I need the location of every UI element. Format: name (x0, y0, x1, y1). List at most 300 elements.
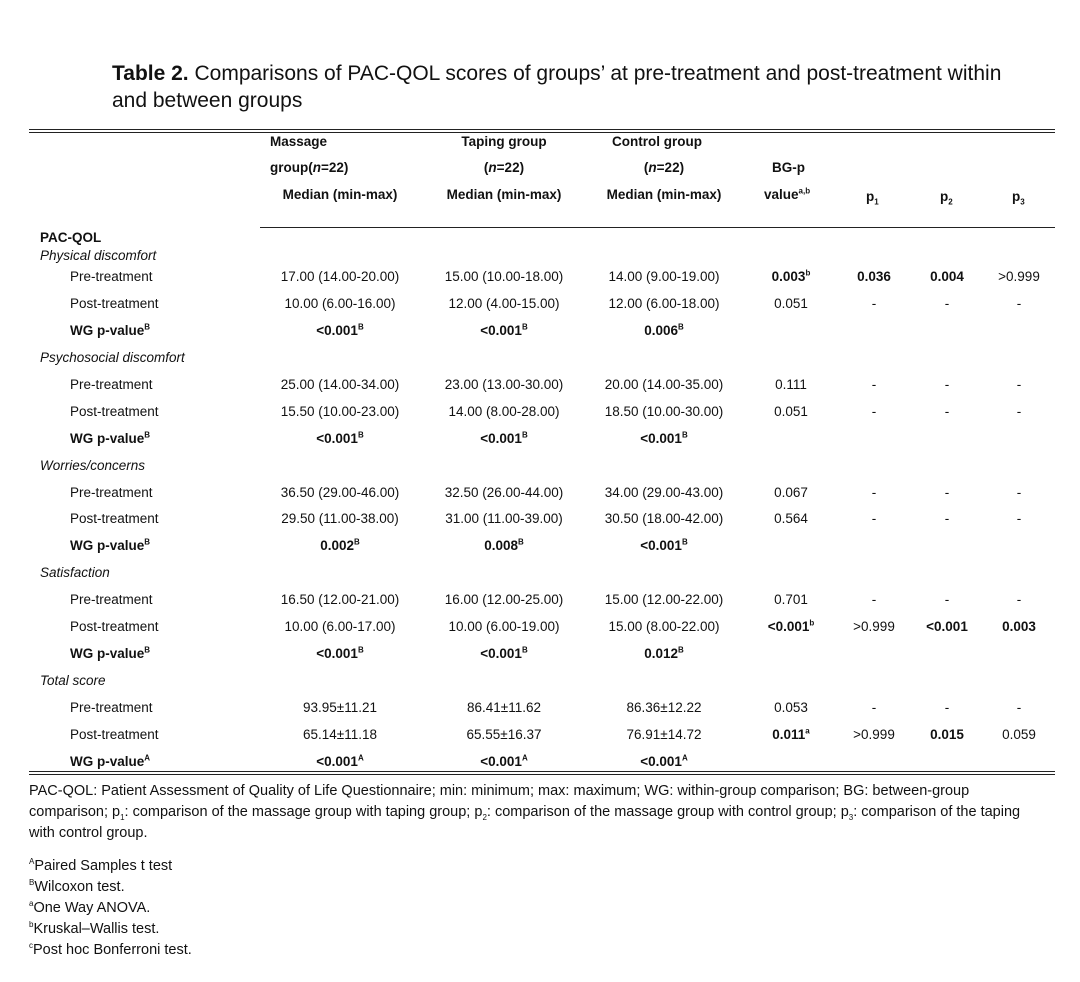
pvalue-text-bg: 0.111 (775, 377, 807, 392)
row-label-text: Post-treatment (70, 619, 159, 634)
value-text-t: 31.00 (11.00-39.00) (445, 511, 563, 526)
pvalue-text-p3: - (1016, 485, 1022, 500)
value-text-m: <0.001 (316, 323, 358, 338)
row-label-text: Pre-treatment (70, 377, 153, 392)
pvalue-text-p3: - (1016, 296, 1022, 311)
value-cell-c (574, 619, 754, 635)
pvalue-cell-p1 (834, 619, 914, 635)
footnote (29, 919, 159, 940)
bg-header: BG-p (772, 160, 805, 175)
pvalue-text-p1: - (871, 592, 877, 607)
pvalue-cell-bg (751, 296, 831, 312)
value-cell-m (250, 727, 430, 743)
pvalue-cell-p2 (907, 296, 987, 312)
value-text-m: 15.50 (10.00-23.00) (280, 404, 400, 419)
row-label-sup: B (144, 537, 151, 547)
pvalue-text-p1: 0.036 (857, 269, 891, 284)
control-header: Control group (612, 134, 702, 149)
footnote-text: Kruskal–Wallis test. (33, 921, 160, 937)
pvalue-text-p3: - (1016, 592, 1022, 607)
value-text-c: 18.50 (10.00-30.00) (604, 404, 724, 419)
p2-header-text: p (940, 189, 949, 204)
massage-header-n (270, 160, 348, 176)
pvalue-text-bg: 0.051 (774, 296, 808, 311)
value-cell-m (250, 431, 430, 447)
pvalue-cell-bg (751, 619, 831, 635)
value-text-t: 86.41±11.62 (467, 700, 541, 715)
row-title (40, 230, 101, 246)
footnote-text: Wilcoxon test. (34, 879, 125, 895)
value-cell-t (414, 646, 594, 662)
row-label-sup: A (144, 753, 151, 763)
header-rule (260, 227, 1055, 228)
notes-p1: p (112, 804, 121, 820)
notes-part-c: : comparison of the massage group with control group; (486, 804, 841, 820)
pvalue-text-p1: - (871, 404, 877, 419)
p2-header (940, 189, 953, 205)
pvalue-cell-bg (751, 700, 831, 716)
value-text-t: 12.00 (4.00-15.00) (448, 296, 560, 311)
notes-p2: p (474, 804, 483, 820)
pvalue-sup-bg: b (809, 618, 815, 628)
pvalue-cell-p2 (907, 404, 987, 420)
value-text-c: 12.00 (6.00-18.00) (608, 296, 720, 311)
value-sup-c: B (681, 430, 688, 440)
value-text-t: <0.001 (480, 646, 522, 661)
row-label (70, 269, 153, 285)
taping-header-line2a: ( (483, 160, 489, 175)
footnote-text: One Way ANOVA. (33, 900, 151, 916)
taping-header-n-letter: n (488, 160, 497, 175)
section-label-text: Total score (40, 673, 106, 688)
value-cell-t (414, 538, 594, 554)
value-text-c: 30.50 (18.00-42.00) (604, 511, 724, 526)
value-cell-c (574, 431, 754, 447)
row-label (70, 485, 153, 501)
pvalue-text-p2: - (944, 377, 950, 392)
pvalue-cell-p3 (979, 377, 1059, 393)
pvalue-text-p3: >0.999 (998, 269, 1040, 284)
row-label (70, 431, 150, 447)
massage-header-line2a: group( (270, 160, 313, 175)
value-text-t: 32.50 (26.00-44.00) (444, 485, 564, 500)
value-cell-c (574, 377, 754, 393)
value-text-c: <0.001 (640, 754, 682, 769)
row-title-text: PAC-QOL (40, 230, 102, 245)
pvalue-text-bg: 0.564 (774, 511, 808, 526)
row-label (70, 646, 150, 662)
pvalue-cell-p1 (834, 485, 914, 501)
taping-header: Taping group (461, 134, 547, 149)
pvalue-sup-bg: b (805, 268, 811, 278)
pvalue-text-bg: <0.001 (767, 619, 810, 634)
row-label-text: WG p-value (70, 646, 145, 661)
notes-p2-sub: 2 (482, 812, 487, 822)
bottom-rule (29, 771, 1055, 772)
value-sup-m: B (357, 645, 364, 655)
value-cell-m (250, 404, 430, 420)
row-label-text: WG p-value (70, 323, 145, 338)
value-cell-m (250, 269, 430, 285)
pvalue-cell-p3 (979, 404, 1059, 420)
notes-p3-sub: 3 (848, 812, 854, 822)
row-label (70, 619, 159, 635)
value-cell-t (414, 269, 594, 285)
value-text-c: 20.00 (14.00-35.00) (604, 377, 724, 392)
footnote (29, 877, 125, 898)
p1-header-text: p (866, 189, 875, 204)
pvalue-cell-p3 (979, 727, 1059, 743)
pvalue-text-p2: - (944, 404, 950, 419)
footnote-sup: a (29, 899, 34, 909)
taping-header-line2b: =22) (496, 160, 525, 175)
massage-header-line1: Massage (270, 134, 328, 149)
pvalue-text-bg: 0.053 (774, 700, 808, 715)
pvalue-cell-p2 (907, 727, 987, 743)
value-text-m: 16.50 (12.00-21.00) (280, 592, 400, 607)
pvalue-text-p2: 0.015 (930, 727, 964, 742)
pvalue-cell-p2 (907, 619, 987, 635)
value-text-c: 86.36±12.22 (626, 700, 702, 715)
value-cell-c (574, 404, 754, 420)
value-text-t: 15.00 (10.00-18.00) (444, 269, 564, 284)
value-cell-m (250, 700, 430, 716)
value-text-m: 0.002 (320, 538, 354, 553)
pvalue-cell-p3 (979, 269, 1059, 285)
value-sup-t: A (521, 753, 528, 763)
pvalue-text-p3: - (1016, 511, 1022, 526)
value-cell-c (574, 538, 754, 554)
value-text-m: 10.00 (6.00-17.00) (284, 619, 396, 634)
value-text-t: 0.008 (484, 538, 518, 553)
value-text-m: 36.50 (29.00-46.00) (280, 485, 400, 500)
value-text-c: 76.91±14.72 (626, 727, 702, 742)
pvalue-text-bg: 0.067 (774, 485, 808, 500)
value-cell-t (414, 592, 594, 608)
p1-header (866, 189, 879, 205)
value-sup-c: B (678, 645, 684, 655)
bottom-rule (29, 774, 1055, 775)
value-cell-c (574, 296, 754, 312)
section-label-text: Psychosocial discomfort (40, 350, 185, 365)
value-cell-t (414, 619, 594, 635)
pvalue-cell-p1 (834, 269, 914, 285)
section-label (40, 350, 185, 366)
value-text-t: <0.001 (480, 323, 522, 338)
value-sup-t: B (521, 322, 528, 332)
table-notes (29, 781, 1029, 844)
value-cell-t (414, 485, 594, 501)
value-text-m: <0.001 (316, 754, 358, 769)
value-cell-t (414, 511, 594, 527)
value-text-m: <0.001 (316, 431, 358, 446)
value-cell-t (414, 431, 594, 447)
value-cell-t (414, 727, 594, 743)
value-cell-c (574, 323, 754, 339)
taping-header-median: Median (min-max) (446, 187, 562, 202)
pvalue-text-p3: 0.059 (1002, 727, 1036, 742)
pvalue-cell-p3 (979, 511, 1059, 527)
row-label (70, 404, 159, 420)
value-text-m: 65.14±11.18 (303, 727, 377, 742)
row-label-text: WG p-value (70, 431, 145, 446)
row-label-text: Pre-treatment (70, 592, 153, 607)
row-label (70, 511, 159, 527)
value-cell-m (250, 485, 430, 501)
section-label (40, 458, 145, 474)
pvalue-cell-p2 (907, 511, 987, 527)
pvalue-text-bg: 0.003 (771, 269, 806, 284)
pvalue-cell-p3 (979, 700, 1059, 716)
pvalue-cell-bg (751, 269, 831, 285)
footnote-sup: A (29, 857, 35, 867)
footnote (29, 940, 192, 961)
massage-header-line2b: =22) (321, 160, 349, 175)
pvalue-cell-p1 (834, 377, 914, 393)
top-rule (29, 129, 1055, 130)
value-sup-t: B (521, 645, 528, 655)
value-text-t: 65.55±16.37 (466, 727, 542, 742)
row-label (70, 592, 153, 608)
notes-part-b: : comparison of the massage group with taping group; (124, 804, 475, 820)
pvalue-cell-p2 (907, 377, 987, 393)
notes-p3: p (840, 804, 849, 820)
value-text-t: 23.00 (13.00-30.00) (444, 377, 564, 392)
top-rule (29, 132, 1055, 133)
value-cell-m (250, 619, 430, 635)
p3-header-text: p (1012, 189, 1021, 204)
control-header-median: Median (min-max) (606, 187, 722, 202)
pvalue-cell-p2 (907, 592, 987, 608)
footnote-text: Paired Samples t test (34, 858, 173, 874)
pvalue-text-p2: - (944, 592, 950, 607)
value-text-c: <0.001 (640, 431, 682, 446)
notes-part-d: : comparison of the taping with control group. (29, 804, 1021, 841)
pvalue-cell-p3 (979, 296, 1059, 312)
value-sup-c: A (681, 753, 688, 763)
pvalue-cell-p1 (834, 511, 914, 527)
value-cell-c (574, 727, 754, 743)
pvalue-text-p2: - (944, 511, 950, 526)
section-label-text: Satisfaction (40, 565, 110, 580)
pvalue-cell-p1 (834, 404, 914, 420)
pvalue-text-p1: - (871, 296, 877, 311)
value-sup-m: B (354, 537, 360, 547)
row-label-text: WG p-value (70, 754, 145, 769)
value-cell-t (414, 296, 594, 312)
value-text-t: 10.00 (6.00-19.00) (448, 619, 560, 634)
value-cell-m (250, 646, 430, 662)
bg-header-value (764, 187, 810, 203)
value-cell-t (414, 377, 594, 393)
massage-header-median: Median (min-max) (282, 187, 398, 202)
value-text-c: 15.00 (12.00-22.00) (604, 592, 724, 607)
bg-header-sup: a,b (798, 186, 811, 196)
p1-header-sub: 1 (874, 197, 879, 207)
pvalue-cell-p3 (979, 619, 1059, 635)
value-sup-m: A (357, 753, 364, 763)
pvalue-cell-bg (751, 404, 831, 420)
row-label (70, 700, 153, 716)
row-label (70, 754, 150, 770)
control-header-line2b: =22) (656, 160, 685, 175)
pvalue-text-p3: - (1016, 377, 1022, 392)
row-label-text: Pre-treatment (70, 485, 153, 500)
pvalue-cell-bg (751, 377, 831, 393)
value-cell-m (250, 296, 430, 312)
pvalue-cell-p1 (834, 592, 914, 608)
pvalue-text-bg: 0.051 (774, 404, 808, 419)
pvalue-cell-p2 (907, 700, 987, 716)
row-label-sup: B (144, 322, 151, 332)
pvalue-text-p2: - (944, 700, 950, 715)
value-cell-m (250, 592, 430, 608)
value-cell-t (414, 754, 594, 770)
value-text-t: 16.00 (12.00-25.00) (444, 592, 564, 607)
pvalue-text-p1: - (871, 700, 877, 715)
footnote-sup: c (29, 941, 33, 951)
value-text-m: <0.001 (316, 646, 358, 661)
value-cell-t (414, 323, 594, 339)
value-sup-c: B (681, 537, 688, 547)
row-label-text: Post-treatment (70, 727, 159, 742)
value-text-c: 0.012 (644, 646, 678, 661)
value-cell-c (574, 269, 754, 285)
pvalue-text-p1: - (871, 485, 877, 500)
footnote-sup: B (29, 878, 35, 888)
pvalue-cell-p2 (907, 485, 987, 501)
bg-header-value-text: value (764, 187, 799, 202)
value-text-c: 15.00 (8.00-22.00) (608, 619, 720, 634)
value-cell-c (574, 646, 754, 662)
row-label-sup: B (144, 430, 151, 440)
pvalue-text-p3: - (1016, 700, 1022, 715)
table-caption (112, 60, 1012, 114)
value-cell-c (574, 511, 754, 527)
footnote-text: Post hoc Bonferroni test. (33, 942, 192, 958)
taping-header-n (422, 160, 586, 176)
pvalue-cell-p3 (979, 485, 1059, 501)
value-cell-c (574, 592, 754, 608)
pvalue-text-p2: - (944, 485, 950, 500)
pvalue-cell-p1 (834, 727, 914, 743)
section-label-text: Worries/concerns (40, 458, 146, 473)
control-header-n (582, 160, 746, 176)
p2-header-sub: 2 (948, 197, 953, 207)
value-sup-c: B (678, 322, 684, 332)
value-text-c: 34.00 (29.00-43.00) (604, 485, 724, 500)
massage-header-n-letter: n (312, 160, 321, 175)
footnote-sup: b (29, 920, 34, 930)
pvalue-sup-bg: a (805, 726, 810, 736)
value-sup-t: B (521, 430, 528, 440)
row-label (70, 323, 150, 339)
pvalue-cell-bg (751, 727, 831, 743)
value-text-m: 29.50 (11.00-38.00) (281, 511, 399, 526)
pvalue-cell-bg (751, 592, 831, 608)
value-text-c: 0.006 (644, 323, 678, 338)
pvalue-cell-p1 (834, 700, 914, 716)
section-label (40, 565, 110, 581)
row-label (70, 538, 150, 554)
pvalue-text-p3: 0.003 (1002, 619, 1036, 634)
value-text-c: 14.00 (9.00-19.00) (608, 269, 720, 284)
value-sup-m: B (357, 322, 364, 332)
pvalue-cell-p3 (979, 592, 1059, 608)
pvalue-text-p2: - (944, 296, 950, 311)
value-cell-m (250, 323, 430, 339)
value-sup-t: B (518, 537, 524, 547)
row-label-text: Pre-treatment (70, 700, 153, 715)
value-cell-c (574, 485, 754, 501)
p3-header (1012, 189, 1025, 205)
pvalue-cell-p1 (834, 296, 914, 312)
row-label (70, 727, 159, 743)
pvalue-text-p1: >0.999 (853, 727, 895, 742)
row-label-text: Pre-treatment (70, 269, 153, 284)
value-cell-m (250, 377, 430, 393)
notes-part-a: PAC-QOL: Patient Assessment of Quality of Life Questionnaire; min: minimum; max: maximum; WG: within-group comparison; BG: between-group comparison; (29, 783, 970, 820)
massage-header (270, 134, 327, 150)
row-label (70, 377, 153, 393)
pvalue-text-bg: 0.701 (774, 592, 808, 607)
footnote (29, 898, 150, 919)
value-cell-m (250, 511, 430, 527)
value-text-c: <0.001 (640, 538, 682, 553)
row-label-text: Post-treatment (70, 296, 159, 311)
section-label (40, 248, 156, 264)
value-text-m: 10.00 (6.00-16.00) (284, 296, 396, 311)
footnote (29, 856, 172, 877)
value-text-t: <0.001 (480, 754, 522, 769)
pvalue-text-p1: >0.999 (853, 619, 895, 634)
value-text-m: 17.00 (14.00-20.00) (280, 269, 400, 284)
control-header-line2a: ( (643, 160, 649, 175)
table-caption-label: Table 2. (112, 62, 189, 85)
value-cell-t (414, 404, 594, 420)
notes-p1-sub: 1 (120, 812, 125, 822)
p3-header-sub: 3 (1020, 197, 1025, 207)
value-cell-m (250, 754, 430, 770)
pvalue-text-p2: 0.004 (930, 269, 964, 284)
value-text-m: 25.00 (14.00-34.00) (280, 377, 400, 392)
pvalue-text-p1: - (871, 511, 877, 526)
row-label-sup: B (144, 645, 151, 655)
section-label-text: Physical discomfort (40, 248, 157, 263)
pvalue-cell-p2 (907, 269, 987, 285)
value-cell-c (574, 754, 754, 770)
table-caption-text: Comparisons of PAC-QOL scores of groups’ at pre-treatment and post-treatment within and between groups (112, 62, 1002, 112)
row-label-text: Post-treatment (70, 404, 159, 419)
value-sup-m: B (357, 430, 364, 440)
value-cell-c (574, 700, 754, 716)
pvalue-cell-bg (751, 485, 831, 501)
value-text-t: <0.001 (480, 431, 522, 446)
pvalue-cell-bg (751, 511, 831, 527)
pvalue-text-p3: - (1016, 404, 1022, 419)
control-header-n-letter: n (648, 160, 657, 175)
pvalue-text-p1: - (871, 377, 877, 392)
value-text-m: 93.95±11.21 (303, 700, 377, 715)
pvalue-text-p2: <0.001 (926, 619, 968, 634)
value-text-t: 14.00 (8.00-28.00) (448, 404, 560, 419)
row-label (70, 296, 159, 312)
value-cell-m (250, 538, 430, 554)
value-cell-t (414, 700, 594, 716)
row-label-text: Post-treatment (70, 511, 159, 526)
pvalue-text-bg: 0.011 (772, 727, 806, 742)
row-label-text: WG p-value (70, 538, 145, 553)
